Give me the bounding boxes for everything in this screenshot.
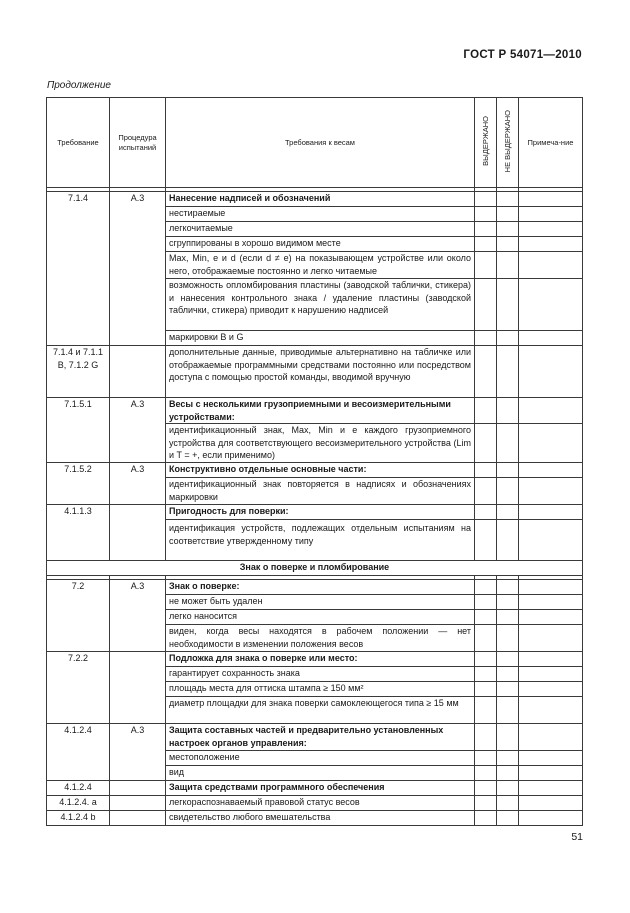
item-cell: идентификационный знак, Max, Min и e каждого грузоприемного устройства для соответствующего весоизмерительного устройства (Lim и T = +, если применимо) <box>166 424 475 463</box>
req-cell: 7.1.4 <box>47 192 110 346</box>
continuation-label: Продолжение <box>47 80 111 91</box>
section-title: Нанесение надписей и обозначений <box>166 192 475 207</box>
req-cell: 7.1.5.1 <box>47 398 110 463</box>
item-cell: не может быть удален <box>166 595 475 610</box>
table-row <box>47 505 583 520</box>
table-row <box>47 580 583 595</box>
item-cell: местоположение <box>166 751 475 766</box>
section-title: Конструктивно отдельные основные части: <box>166 463 475 478</box>
item-cell: возможность опломбирования пластины (заводской таблички, стикера) и нанесения контрольного знака / удаление пластины (заводской таблички, стикера) приводит к нарушению надписей <box>166 279 475 331</box>
req-cell: 7.1.5.2 <box>47 463 110 505</box>
table-row <box>47 346 583 398</box>
item-cell: площадь места для оттиска штампа ≥ 150 мм² <box>166 682 475 697</box>
item-cell: нестираемые <box>166 207 475 222</box>
item-cell: дополнительные данные, приводимые альтернативно на табличке или отображаемые программными средствами постоянно или посредством доступа с помощью простой команды, вводимой вручную <box>166 346 475 398</box>
item-cell: сгруппированы в хорошо видимом месте <box>166 237 475 252</box>
proc-cell: А.3 <box>110 398 166 463</box>
table-row <box>47 398 583 424</box>
proc-cell: А.3 <box>110 580 166 652</box>
document-id: ГОСТ Р 54071—2010 <box>463 49 582 61</box>
item-cell: диаметр площадки для знака поверки самоклеющегося типа ≥ 15 мм <box>166 697 475 724</box>
proc-cell: А.3 <box>110 192 166 346</box>
proc-cell: А.3 <box>110 724 166 781</box>
req-cell: 7.2 <box>47 580 110 652</box>
section-title: Пригодность для поверки: <box>166 505 475 520</box>
item-cell: идентификация устройств, подлежащих отдельным испытаниям на соответствие утвержденному типу <box>166 520 475 561</box>
col-header-requirement: Требование <box>47 98 110 188</box>
table-row <box>47 796 583 811</box>
table-row <box>47 811 583 826</box>
col-header-failed <box>497 98 519 188</box>
req-cell: 4.1.2.4. a <box>47 796 110 811</box>
req-cell: 4.1.2.4 b <box>47 811 110 826</box>
item-cell: Max, Min, e и d (если d ≠ e) на показывающем устройстве или около него, отображаемые постоянно и легко читаемые <box>166 252 475 279</box>
table-row <box>47 463 583 478</box>
item-cell: легкочитаемые <box>166 222 475 237</box>
item-cell: свидетельство любого вмешательства <box>166 811 475 826</box>
col-header-scale-requirements: Требования к весам <box>166 98 475 188</box>
table-row <box>47 781 583 796</box>
item-cell: легкораспознаваемый правовой статус весов <box>166 796 475 811</box>
col-header-failed-label: НЕ ВЫДЕРЖАНО <box>502 109 512 173</box>
page-number: 51 <box>571 831 583 843</box>
table-row <box>47 192 583 207</box>
section-title: Защита средствами программного обеспечения <box>166 781 475 796</box>
table-header-row <box>47 98 583 188</box>
section-title: Знак о поверке: <box>166 580 475 595</box>
req-cell: 4.1.2.4 <box>47 724 110 781</box>
item-cell: идентификационный знак повторяется в надписях и обозначениях маркировки <box>166 478 475 505</box>
item-cell: вид <box>166 766 475 781</box>
col-header-passed <box>475 98 497 188</box>
section-title: Защита составных частей и предварительно установленных настроек органов управления: <box>166 724 475 751</box>
col-header-procedure: Процедура испытаний <box>110 98 166 188</box>
item-cell: виден, когда весы находятся в рабочем положении — нет необходимости в изменении положения весов <box>166 625 475 652</box>
section-title: Весы с несколькими грузоприемными и весоизмерительными устройствами: <box>166 398 475 424</box>
req-cell: 4.1.2.4 <box>47 781 110 796</box>
req-cell: 7.2.2 <box>47 652 110 724</box>
table-row <box>47 724 583 751</box>
table-row <box>47 652 583 667</box>
proc-cell: А.3 <box>110 463 166 505</box>
col-header-note: Примеча-ние <box>519 98 583 188</box>
requirements-table <box>46 97 583 826</box>
section-band: Знак о поверке и пломбирование <box>47 561 583 576</box>
item-cell: легко наносится <box>166 610 475 625</box>
section-title: Подложка для знака о поверке или место: <box>166 652 475 667</box>
col-header-passed-label: ВЫДЕРЖАНО <box>480 116 490 166</box>
section-band-row <box>47 561 583 576</box>
item-cell: маркировки B и G <box>166 331 475 346</box>
item-cell: гарантирует сохранность знака <box>166 667 475 682</box>
req-cell: 4.1.1.3 <box>47 505 110 561</box>
req-cell: 7.1.4 и 7.1.1 B, 7.1.2 G <box>47 346 110 398</box>
